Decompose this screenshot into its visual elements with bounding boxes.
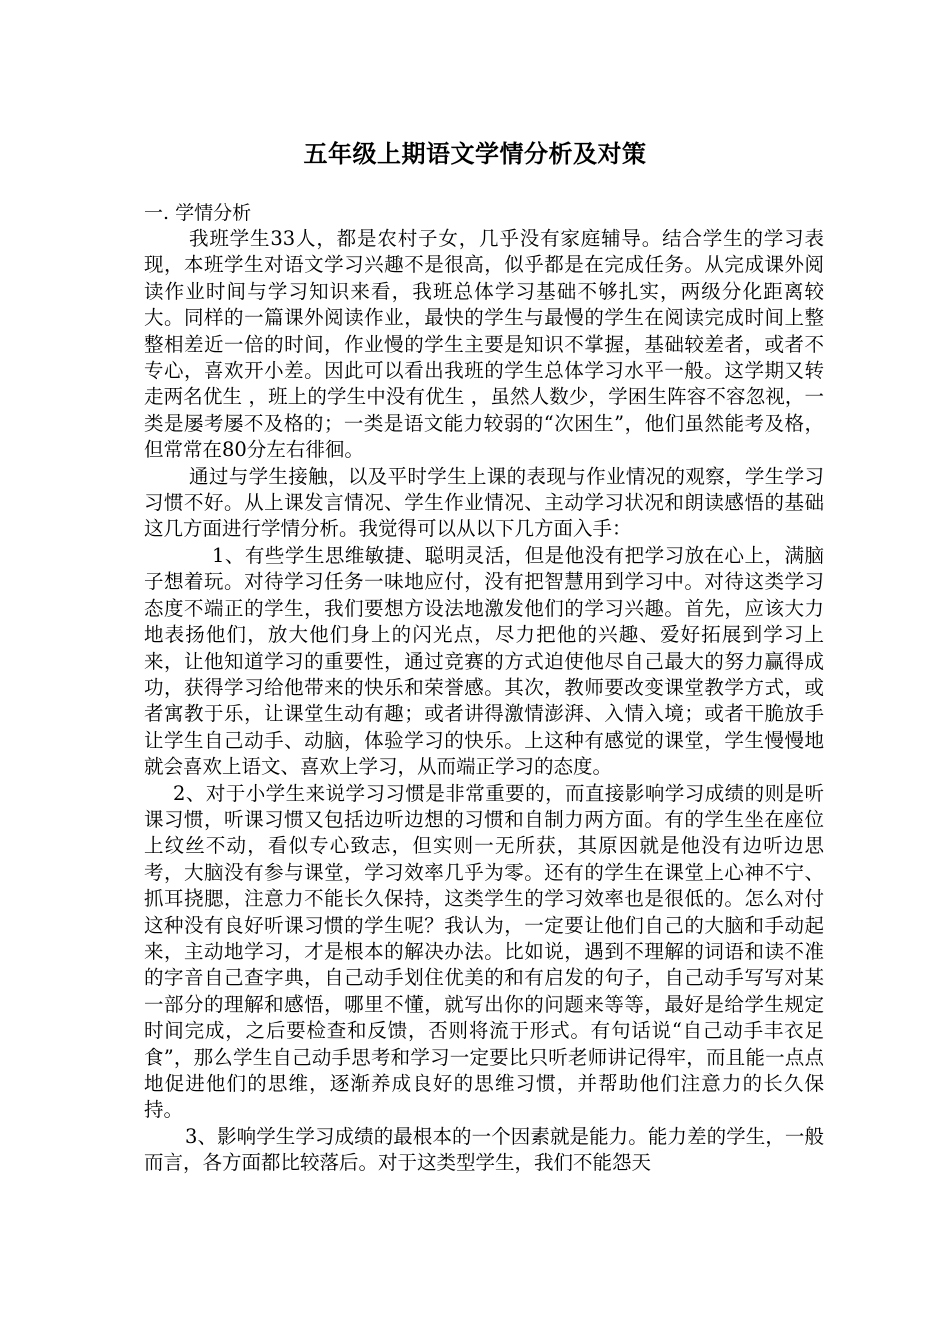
paragraph: 通过与学生接触，以及平时学生上课的表现与作业情况的观察，学生学习习惯不好。从上课发言情况、学生作业情况、主动学习状况和朗读感悟的基础这几方面进行学情分析。我觉得可以从以下几方面入手：	[144, 464, 824, 541]
document-title: 五年级上期语文学情分析及对策	[303, 140, 647, 168]
paragraph: 3、影响学生学习成绩的最根本的一个因素就是能力。能力差的学生，一般而言，各方面都比较落后。对于这类型学生，我们不能怨天	[144, 1124, 824, 1175]
paragraph: 1、有些学生思维敏捷、聪明灵活，但是他没有把学习放在心上，满脑子想着玩。对待学习任务一味地应付，没有把智慧用到学习中。对待这类学习态度不端正的学生，我们要想方设法地激发他们的学习兴趣。首先，应该大力地表扬他们，放大他们身上的闪光点，尽力把他的兴趣、爱好拓展到学习上来，让他知道学习的重要性，通过竞赛的方式迫使他尽自己最大的努力赢得成功，获得学习给他带来的快乐和荣誉感。其次，教师要改变课堂教学方式，或者寓教于乐，让课堂生动有趣；或者讲得激情澎湃、入情入境；或者干脆放手让学生自己动手、动脑，体验学习的快乐。上这种有感觉的课堂，学生慢慢地就会喜欢上语文、喜欢上学习，从而端正学习的态度。	[144, 543, 824, 779]
document-body	[144, 226, 824, 1177]
section-heading: 一. 学情分析	[144, 202, 252, 224]
paragraph: 2、对于小学生来说学习习惯是非常重要的，而直接影响学习成绩的则是听课习惯，听课习惯又包括边听边想的习惯和自制力两方面。有的学生坐在座位上纹丝不动，看似专心致志，但实则一无所获，其原因就是他没有边听边思考，大脑没有参与课堂，学习效率几乎为零。还有的学生在课堂上心神不宁、抓耳挠腮，注意力不能长久保持，这类学生的学习效率也是很低的。怎么对付这种没有良好听课习惯的学生呢？我认为，一定要让他们自己的大脑和手动起来，主动地学习，才是根本的解决办法。比如说，遇到不理解的词语和读不准的字音自己查字典，自己动手划住优美的和有启发的句子，自己动手写写对某一部分的理解和感悟，哪里不懂，就写出你的问题来等等，最好是给学生规定时间完成，之后要检查和反馈，否则将流于形式。有句话说“自己动手丰衣足食”，那么学生自己动手思考和学习一定要比只听老师讲记得牢，而且能一点点地促进他们的思维，逐渐养成良好的思维习惯，并帮助他们注意力的长久保持。	[144, 781, 824, 1122]
paragraph: 我班学生33人，都是农村子女，几乎没有家庭辅导。结合学生的学习表现，本班学生对语文学习兴趣不是很高，似乎都是在完成任务。从完成课外阅读作业时间与学习知识来看，我班总体学习基础不够扎实，两级分化距离较大。同样的一篇课外阅读作业，最快的学生与最慢的学生在阅读完成时间上整整相差近一倍的时间，作业慢的学生主要是知识不掌握，基础较差者，或者不专心，喜欢开小差。因此可以看出我班的学生总体学习水平一般。这学期又转走两名优生 ，班上的学生中没有优生 ，虽然人数少，学困生阵容不容忽视，一类是屡考屡不及格的；一类是语文能力较弱的“次困生”，他们虽然能考及格，但常常在80分左右徘徊。	[144, 227, 824, 462]
